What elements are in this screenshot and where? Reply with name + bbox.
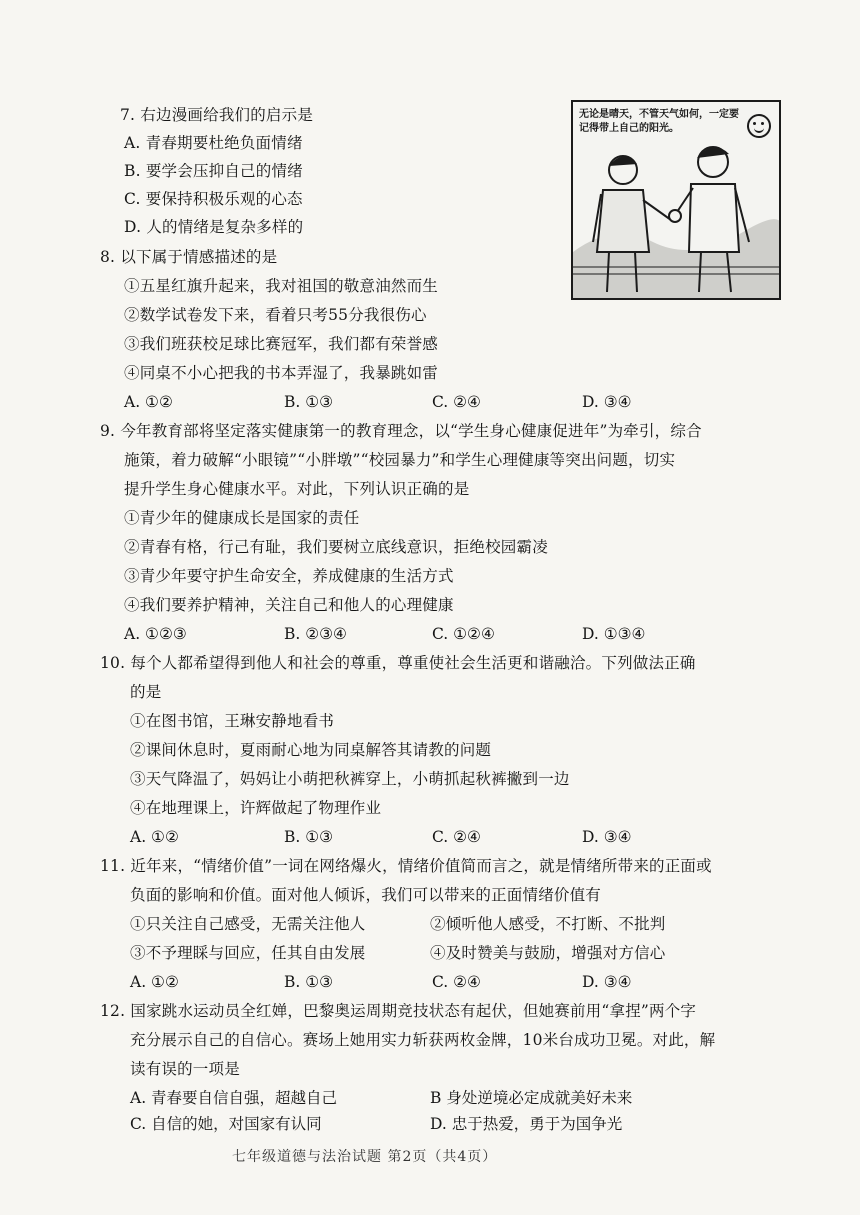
q9-choice-a: A. ①②③: [124, 625, 187, 643]
q10-stem-line-1: 10. 每个人都希望得到他人和社会的尊重，尊重使社会生活更和谐融洽。下列做法正确: [100, 654, 696, 672]
q9-item-1: ①青少年的健康成长是国家的责任: [124, 509, 360, 527]
q9-item-2: ②青春有格，行己有耻，我们要树立底线意识，拒绝校园霸凌: [124, 538, 548, 556]
q7-stem: 7. 右边漫画给我们的启示是: [120, 106, 314, 124]
q11-stem-line-2: 负面的影响和价值。面对他人倾诉，我们可以带来的正面情绪价值有: [130, 886, 602, 904]
q9-item-4: ④我们要养护精神，关注自己和他人的心理健康: [124, 596, 454, 614]
q11-stem-line-1: 11. 近年来，“情绪价值”一词在网络爆火，情绪价值简而言之，就是情绪所带来的正面或: [100, 857, 712, 875]
q10-item-4: ④在地理课上，许辉做起了物理作业: [130, 799, 382, 817]
q12-choice-c: C. 自信的她，对国家有认同: [130, 1115, 322, 1133]
q11-choice-b: B. ①③: [284, 973, 334, 991]
q11-item-1: ①只关注自己感受，无需关注他人: [130, 915, 366, 933]
q9-choice-c: C. ①②④: [432, 625, 495, 643]
q9-choice-d: D. ①③④: [582, 625, 646, 643]
q8-stem: 8. 以下属于情感描述的是: [100, 248, 278, 266]
q8-item-4: ④同桌不小心把我的书本弄湿了，我暴跳如雷: [124, 364, 439, 382]
q12-choice-d: D. 忠于热爱，勇于为国争光: [430, 1115, 623, 1133]
q11-choice-c: C. ②④: [432, 973, 481, 991]
q9-choice-b: B. ②③④: [284, 625, 347, 643]
q9-stem-line-1: 9. 今年教育部将坚定落实健康第一的教育理念，以“学生身心健康促进年”为牵引，综合: [100, 422, 702, 440]
q9-item-3: ③青少年要守护生命安全，养成健康的生活方式: [124, 567, 454, 585]
q10-item-2: ②课间休息时，夏雨耐心地为同桌解答其请教的问题: [130, 741, 492, 759]
q8-choice-b: B. ①③: [284, 393, 334, 411]
q8-choice-d: D. ③④: [582, 393, 632, 411]
comic-image: [571, 100, 781, 300]
q9-stem-line-2: 施策，着力破解“小眼镜”“小胖墩”“校园暴力”和学生心理健康等突出问题，切实: [124, 451, 676, 469]
q11-item-4: ④及时赞美与鼓励，增强对方信心: [430, 944, 666, 962]
q9-stem-line-3: 提升学生身心健康水平。对此，下列认识正确的是: [124, 480, 470, 498]
q12-choice-b: B 身处逆境必定成就美好未来: [430, 1089, 633, 1107]
q7-option-c: C. 要保持积极乐观的心态: [124, 190, 303, 208]
q8-choice-c: C. ②④: [432, 393, 481, 411]
q8-item-1: ①五星红旗升起来，我对祖国的敬意油然而生: [124, 277, 439, 295]
q10-item-1: ①在图书馆，王琳安静地看书: [130, 712, 335, 730]
comic-drawing: [573, 102, 779, 298]
q10-choice-c: C. ②④: [432, 828, 481, 846]
q10-choice-d: D. ③④: [582, 828, 632, 846]
q8-choice-a: A. ①②: [124, 393, 173, 411]
q12-stem-line-3: 读有误的一项是: [130, 1060, 240, 1078]
q10-stem-line-2: 的是: [130, 683, 162, 701]
q10-choice-b: B. ①③: [284, 828, 334, 846]
q11-choice-a: A. ①②: [130, 973, 179, 991]
page-footer: 七年级道德与法治试题 第2页（共4页）: [232, 1149, 498, 1165]
q11-item-2: ②倾听他人感受，不打断、不批判: [430, 915, 666, 933]
q12-stem-line-1: 12. 国家跳水运动员全红婵，巴黎奥运周期竞技状态有起伏，但她赛前用“拿捏”两个字: [100, 1002, 697, 1020]
q12-choice-a: A. 青春要自信自强，超越自己: [130, 1089, 338, 1107]
q10-item-3: ③天气降温了，妈妈让小萌把秋裤穿上，小萌抓起秋裤撇到一边: [130, 770, 570, 788]
q10-choice-a: A. ①②: [130, 828, 179, 846]
q7-option-b: B. 要学会压抑自己的情绪: [124, 162, 303, 180]
q8-item-2: ②数学试卷发下来，看着只考55分我很伤心: [124, 306, 427, 324]
q7-option-d: D. 人的情绪是复杂多样的: [124, 218, 304, 236]
q8-item-3: ③我们班获校足球比赛冠军，我们都有荣誉感: [124, 335, 439, 353]
q11-choice-d: D. ③④: [582, 973, 632, 991]
q7-option-a: A. 青春期要杜绝负面情绪: [124, 134, 303, 152]
q12-stem-line-2: 充分展示自己的自信心。赛场上她用实力斩获两枚金牌，10米台成功卫冕。对此，解: [130, 1031, 716, 1049]
q11-item-3: ③不予理睬与回应，任其自由发展: [130, 944, 366, 962]
comic-caption: 无论是晴天，不管天气如何，一定要记得带上自己的阳光。: [579, 109, 739, 134]
